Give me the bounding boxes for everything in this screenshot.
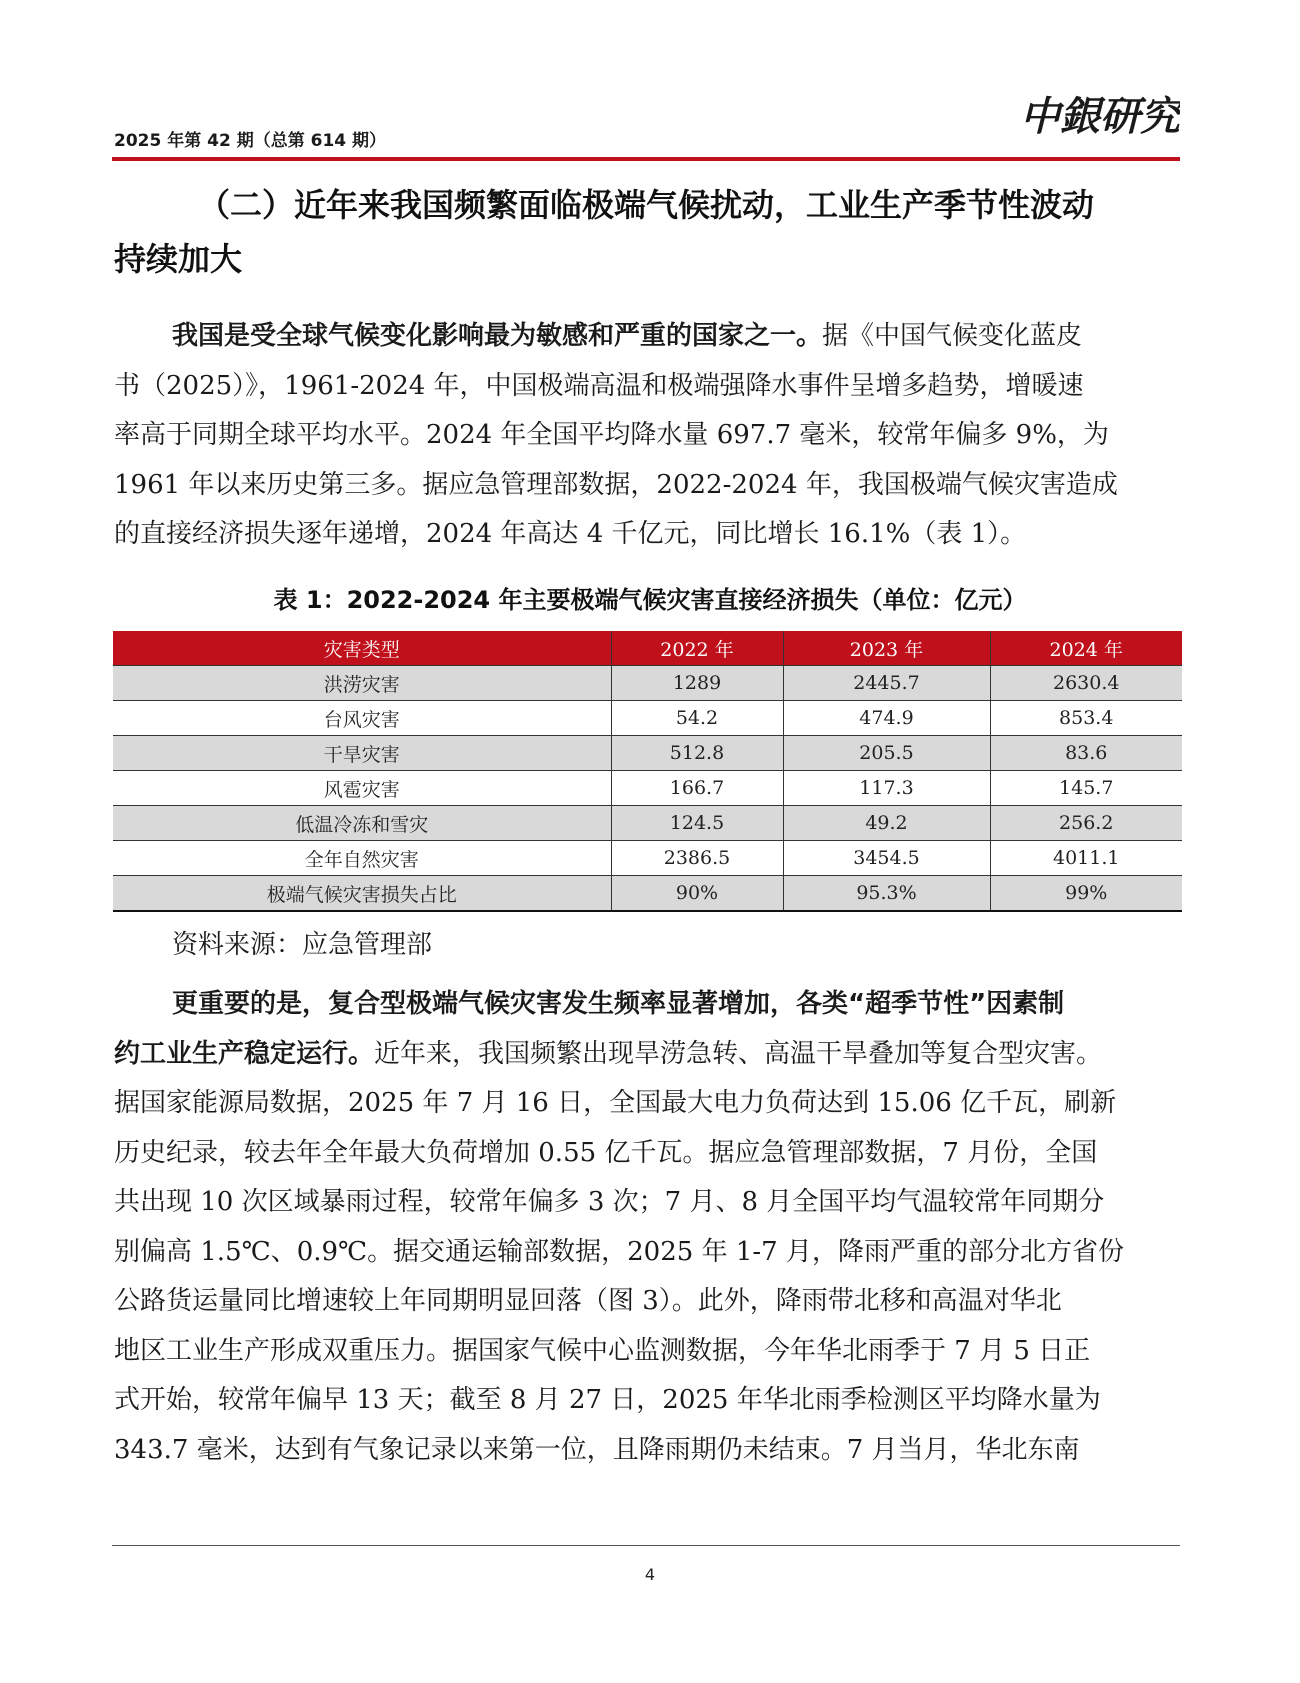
table-cell: 3454.5 bbox=[783, 841, 990, 876]
table-cell: 全年自然灾害 bbox=[113, 841, 611, 876]
paragraph-line: 书（2025）》，1961-2024 年，中国极端高温和极端强降水事件呈增多趋势，增暖速 bbox=[114, 370, 1084, 401]
table-cell: 256.2 bbox=[990, 806, 1182, 841]
paragraph-lead: 约工业生产稳定运行。 bbox=[114, 1038, 375, 1069]
issue-label: 2025 年第 42 期（总第 614 期） bbox=[114, 131, 387, 151]
table-row bbox=[113, 736, 1182, 771]
table-row bbox=[113, 666, 1182, 701]
column-header: 2022 年 bbox=[611, 631, 783, 666]
paragraph-line: 据国家能源局数据，2025 年 7 月 16 日，全国最大电力负荷达到 15.06 亿千瓦，刷新 bbox=[114, 1088, 1117, 1118]
column-header: 灾害类型 bbox=[113, 631, 611, 666]
table-cell: 99% bbox=[990, 876, 1182, 912]
table-cell: 台风灾害 bbox=[113, 701, 611, 736]
table-cell: 474.9 bbox=[783, 701, 990, 736]
paragraph-text: 近年来，我国频繁出现旱涝急转、高温干旱叠加等复合型灾害。 bbox=[374, 1038, 1103, 1069]
table-cell: 2386.5 bbox=[611, 841, 783, 876]
table-cell: 83.6 bbox=[990, 736, 1182, 771]
table-cell: 145.7 bbox=[990, 771, 1182, 806]
table-cell: 166.7 bbox=[611, 771, 783, 806]
table-row bbox=[113, 806, 1182, 841]
paragraph-line: 的直接经济损失逐年递增，2024 年高达 4 千亿元，同比增长 16.1%（表 1）。 bbox=[114, 519, 1027, 549]
table-cell: 124.5 bbox=[611, 806, 783, 841]
paragraph-line: 共出现 10 次区域暴雨过程，较常年偏多 3 次；7 月、8 月全国平均气温较常年同期分 bbox=[114, 1187, 1105, 1217]
paragraph-1 bbox=[114, 312, 1182, 560]
table-row bbox=[113, 771, 1182, 806]
table-cell: 117.3 bbox=[783, 771, 990, 806]
paragraph-line bbox=[114, 1030, 1182, 1080]
paragraph-line bbox=[114, 312, 1182, 362]
paragraph-line: 历史纪录，较去年全年最大负荷增加 0.55 亿千瓦。据应急管理部数据，7 月份，全国 bbox=[114, 1137, 1098, 1168]
table-cell: 2630.4 bbox=[990, 666, 1182, 701]
table-cell: 95.3% bbox=[783, 876, 990, 912]
paragraph-2 bbox=[114, 980, 1182, 1475]
table-cell: 512.8 bbox=[611, 736, 783, 771]
table-source: 资料来源：应急管理部 bbox=[172, 930, 433, 960]
table-cell: 1289 bbox=[611, 666, 783, 701]
table-cell: 2445.7 bbox=[783, 666, 990, 701]
table-cell: 极端气候灾害损失占比 bbox=[113, 876, 611, 912]
table-header-row bbox=[113, 631, 1182, 666]
table-cell: 洪涝灾害 bbox=[113, 666, 611, 701]
table-cell: 853.4 bbox=[990, 701, 1182, 736]
table-cell: 干旱灾害 bbox=[113, 736, 611, 771]
logo-text: 中銀研究 bbox=[1020, 93, 1180, 140]
disaster-loss-table bbox=[113, 631, 1182, 912]
header-divider bbox=[112, 157, 1180, 161]
paragraph-lead: 更重要的是，复合型极端气候灾害发生频率显著增加，各类“超季节性”因素制 bbox=[172, 989, 1065, 1019]
paragraph-lead: 我国是受全球气候变化影响最为敏感和严重的国家之一。 bbox=[172, 321, 823, 351]
table-cell: 49.2 bbox=[783, 806, 990, 841]
boc-research-logo bbox=[1020, 86, 1180, 144]
table-cell: 90% bbox=[611, 876, 783, 912]
table-row bbox=[113, 876, 1182, 912]
table-cell: 54.2 bbox=[611, 701, 783, 736]
section-title-line-1: （二）近年来我国频繁面临极端气候扰动，工业生产季节性波动 bbox=[198, 186, 1095, 224]
paragraph-line: 式开始，较常年偏早 13 天；截至 8 月 27 日，2025 年华北雨季检测区平均降水量为 bbox=[114, 1385, 1101, 1415]
paragraph-line bbox=[114, 980, 1182, 1030]
table-row bbox=[113, 841, 1182, 876]
paragraph-line: 1961 年以来历史第三多。据应急管理部数据，2022-2024 年，我国极端气候灾害造成 bbox=[114, 469, 1118, 500]
column-header: 2024 年 bbox=[990, 631, 1182, 666]
page-number: 4 bbox=[644, 1565, 656, 1584]
paragraph-line: 率高于同期全球平均水平。2024 年全国平均降水量 697.7 毫米，较常年偏多 9%，为 bbox=[114, 420, 1109, 450]
column-header: 2023 年 bbox=[783, 631, 990, 666]
table-cell: 低温冷冻和雪灾 bbox=[113, 806, 611, 841]
section-title-line-2: 持续加大 bbox=[114, 240, 243, 278]
table-cell: 4011.1 bbox=[990, 841, 1182, 876]
section-title bbox=[114, 178, 1184, 286]
paragraph-line: 公路货运量同比增速较上年同期明显回落（图 3）。此外，降雨带北移和高温对华北 bbox=[114, 1286, 1062, 1316]
table-row bbox=[113, 701, 1182, 736]
paragraph-text: 据《中国气候变化蓝皮 bbox=[822, 321, 1083, 351]
paragraph-line: 343.7 毫米，达到有气象记录以来第一位，且降雨期仍未结束。7 月当月，华北东南 bbox=[114, 1434, 1080, 1465]
paragraph-line: 别偏高 1.5℃、0.9℃。据交通运输部数据，2025 年 1-7 月，降雨严重的部分北方省份 bbox=[114, 1236, 1124, 1267]
footer-divider bbox=[112, 1545, 1180, 1546]
table-caption: 表 1：2022-2024 年主要极端气候灾害直接经济损失（单位：亿元） bbox=[273, 586, 1027, 614]
table-cell: 205.5 bbox=[783, 736, 990, 771]
table-cell: 风雹灾害 bbox=[113, 771, 611, 806]
paragraph-line: 地区工业生产形成双重压力。据国家气候中心监测数据，今年华北雨季于 7 月 5 日正 bbox=[114, 1335, 1091, 1366]
